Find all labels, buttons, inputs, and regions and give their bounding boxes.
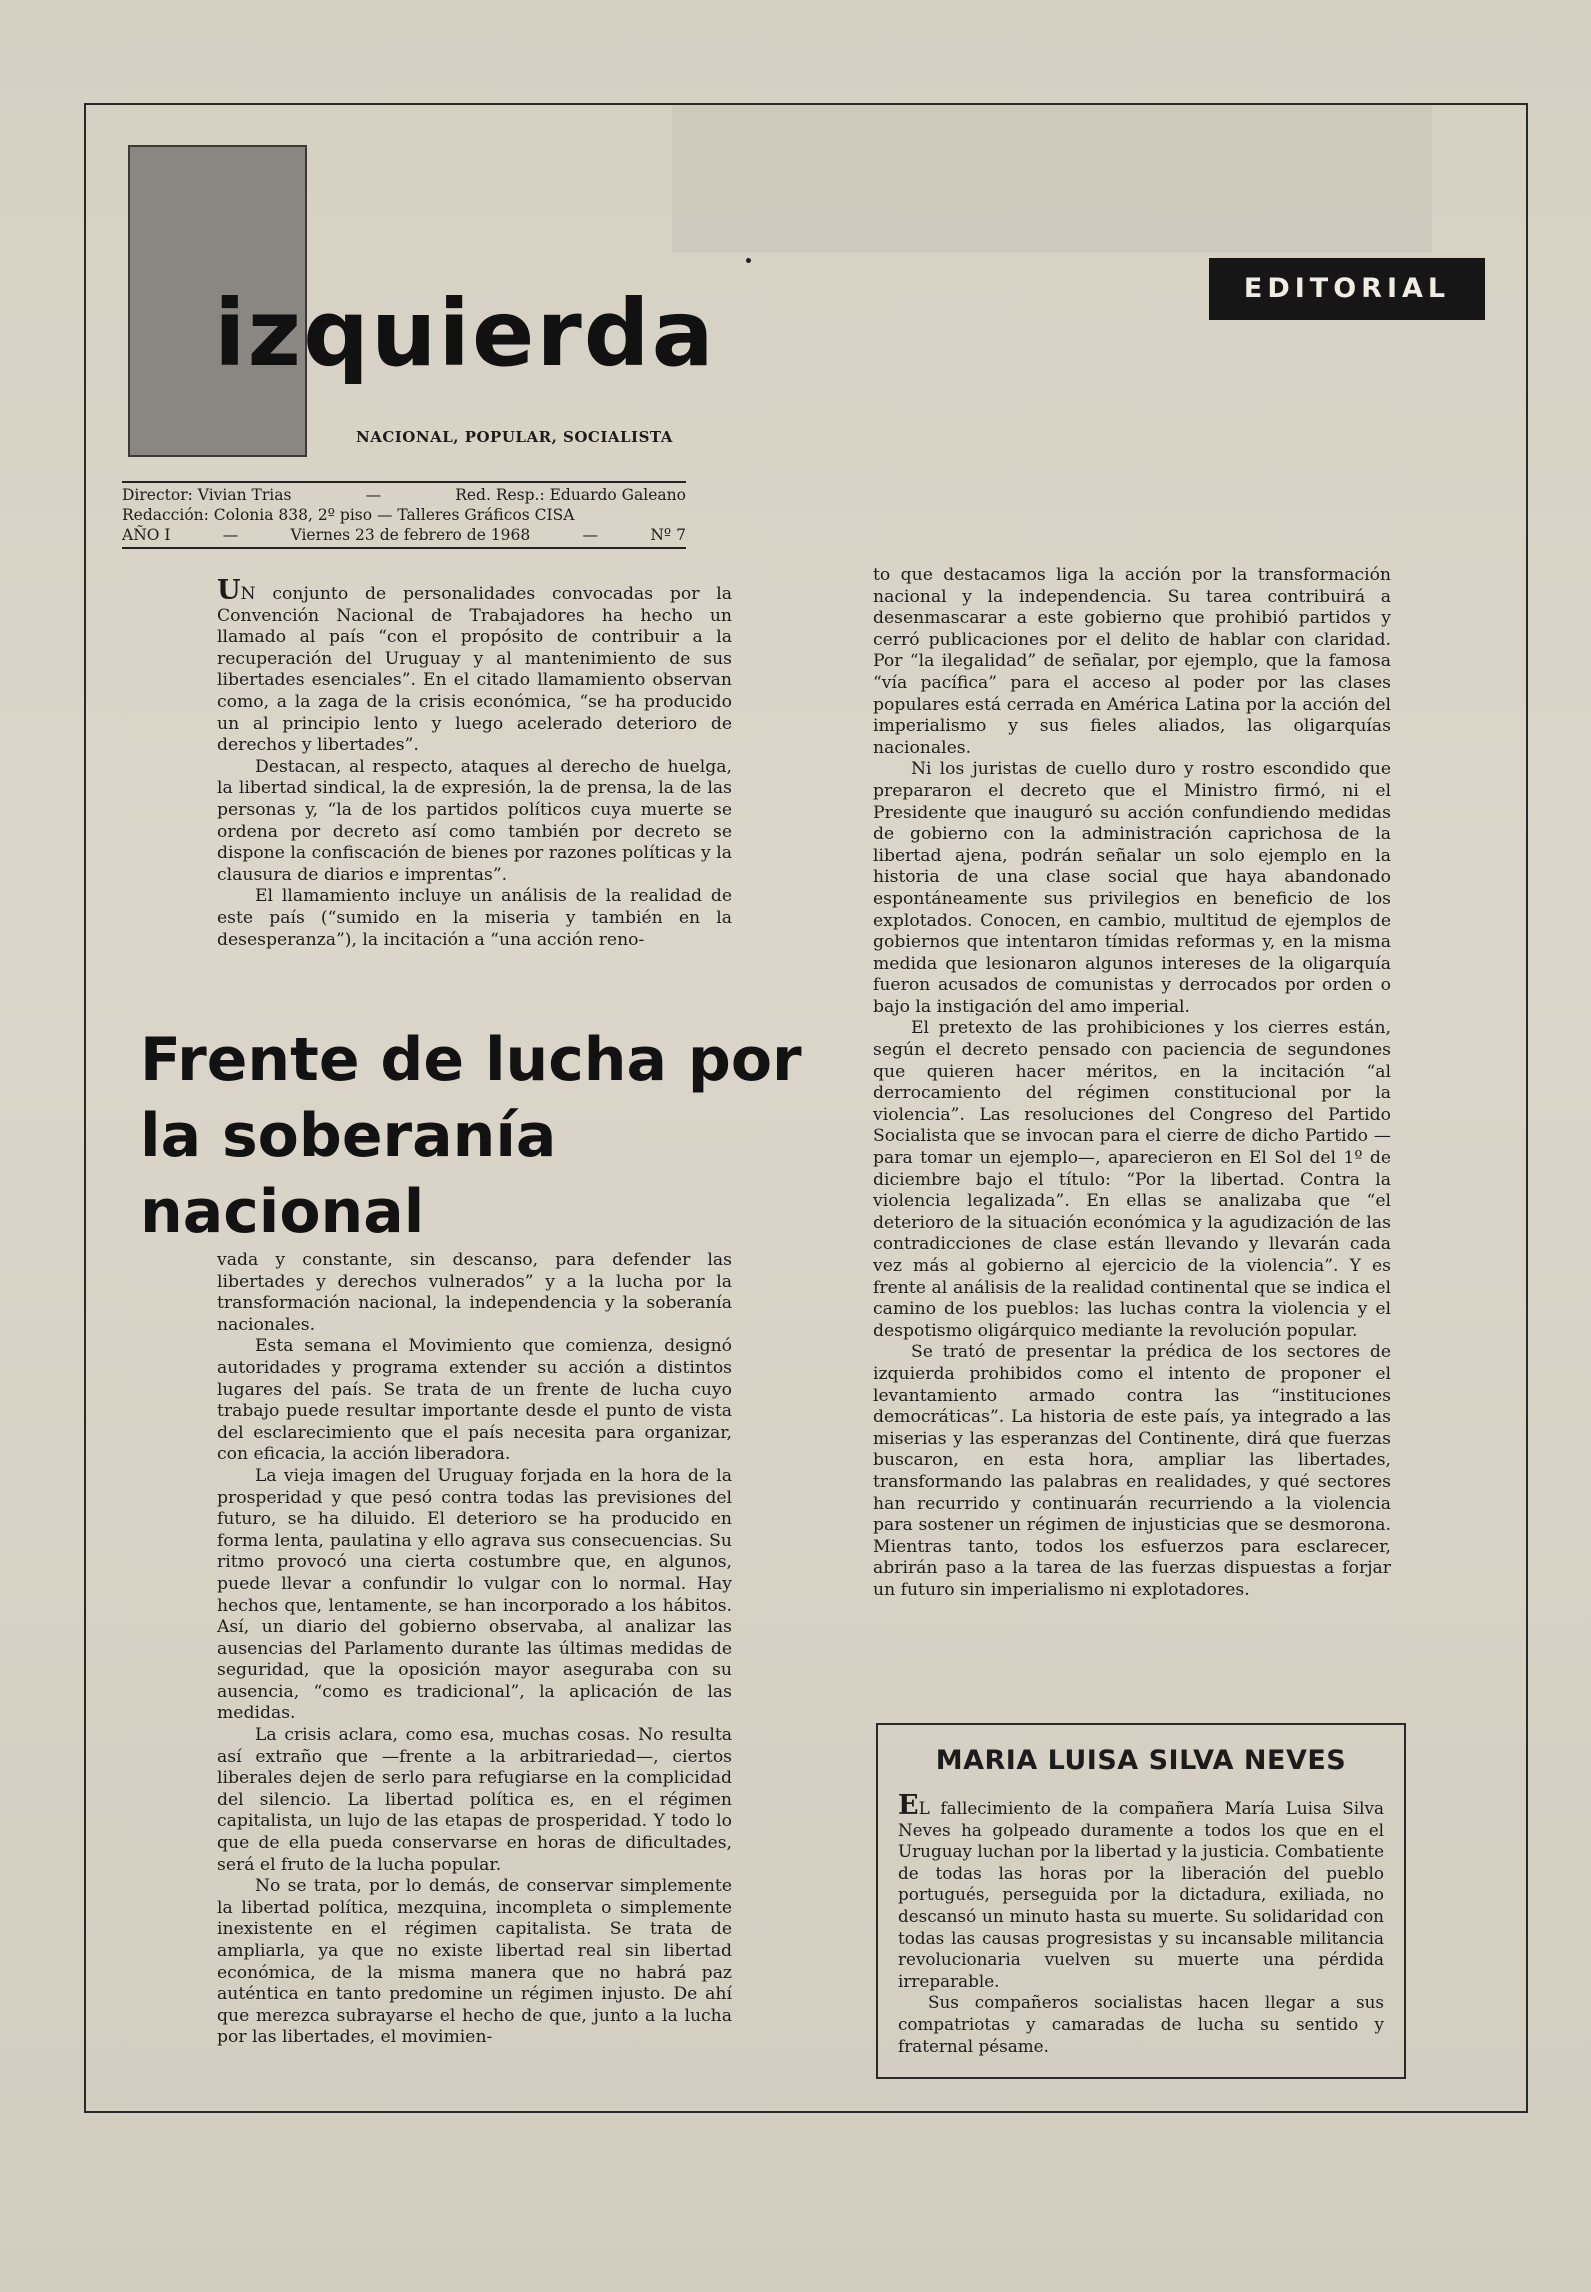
masthead-info-line-1 bbox=[122, 486, 686, 505]
article-paragraph: La crisis aclara, como esa, muchas cosas. No resulta así extraño que —frente a la arbitrariedad—, ciertos liberales dejen de serlo para refugiarse en la complicidad del silencio. La libertad política es, en el régimen capitalista, un lujo de las etapas de prosperidad. Y todo lo que de ella pueda conservarse en horas de dificultades, será el fruto de la lucha popular. bbox=[217, 1725, 732, 1875]
obituary-box bbox=[876, 1723, 1406, 2079]
masthead-rule-top bbox=[122, 481, 686, 483]
masthead-rule-bottom bbox=[122, 547, 686, 549]
article-paragraph: UN conjunto de personalidades convocadas por la Convención Nacional de Trabajadores ha hecho un llamado al país “con el propósito de contribuir a la recuperación del Uruguay y al mantenimiento de sus libertades esenciales”. En el citado llamamiento observan como, a la zaga de la crisis económica, “se ha producido un al principio lento y luego acelerado deterioro de derechos y libertades”. bbox=[217, 575, 732, 756]
masthead-subtitle: NACIONAL, POPULAR, SOCIALISTA bbox=[356, 428, 673, 446]
drop-cap: E bbox=[898, 1790, 919, 1821]
info-separator: — bbox=[365, 486, 382, 504]
article-paragraph: to que destacamos liga la acción por la transformación nacional y la independencia. Su tarea contribuirá a desenmascarar a este gobierno que prohibió partidos y cerró publicaciones por el delito de hablar con claridad. Por “la ilegalidad” de señalar, por ejemplo, que la famosa “vía pacífica” para el acceso al poder por las clases populares está cerrada en América Latina por la acción del imperialismo y sus fieles aliados, las oligarquías nacionales. bbox=[873, 565, 1391, 758]
article-paragraph: Se trató de presentar la prédica de los sectores de izquierda prohibidos como el intento de proponer el levantamiento armado contra las “instituciones democráticas”. La historia de este país, ya integrado a las miserias y las esperanzas del Continente, dirá que fuerzas buscaron, en esta hora, ampliar las libertades, transformando las palabras en realidades, y qué sectores han recurrido y continuarán recurriendo a la violencia para sostener un régimen de injusticias que se desmorona. Mientras tanto, todos los esfuerzos para esclarecer, abrirán paso a la tarea de las fuerzas dispuestas a forjar un futuro sin imperialismo ni explotadores. bbox=[873, 1342, 1391, 1600]
editor-credit: Red. Resp.: Eduardo Galeano bbox=[455, 486, 686, 504]
issue-date: Viernes 23 de febrero de 1968 bbox=[290, 526, 531, 544]
info-separator: — bbox=[582, 526, 599, 544]
obituary-title: MARIA LUISA SILVA NEVES bbox=[935, 1745, 1347, 1776]
article-paragraph: El pretexto de las prohibiciones y los cierres están, según el decreto pensado con paciencia de segundones que quieren hacer méritos, en la incitación “al derrocamiento del régimen constitucional por la violencia”. Las resoluciones del Congreso del Partido Socialista que se invocan para el cierre de dicho Partido —para tomar un ejemplo—, aparecieron en El Sol del 1º de diciembre bajo el título: “Por la libertad. Contra la violencia legalizada”. En ellas se analizaba que “el deterioro de la situación económica y la agudización de las contradicciones de clase están llevando y llevarán cada vez más al gobierno al ejercicio de la violencia”. Y es frente al análisis de la realidad continental que se indica el camino de los pueblos: las luchas contra la violencia y el despotismo oligárquico mediante la revolución popular. bbox=[873, 1018, 1391, 1341]
article-paragraph: La vieja imagen del Uruguay forjada en la hora de la prosperidad y que pesó contra todas las previsiones del futuro, se ha diluido. El deterioro se ha producido en forma lenta, paulatina y ello agrava sus consecuencias. Su ritmo provocó una cierta costumbre que, en algunos, puede llevar a confundir lo vulgar con lo normal. Hay hechos que, lentamente, se han incorporado a los hábitos. Así, un diario del gobierno observaba, al analizar las ausencias del Parlamento durante las últimas medidas de seguridad, que la oposición mayor aseguraba con su ausencia, “como es tradicional”, la aplicación de las medidas. bbox=[217, 1465, 732, 1724]
article-paragraph: Destacan, al respecto, ataques al derecho de huelga, la libertad sindical, la de expresión, la de prensa, la de las personas y, “la de los partidos políticos cuya muerte se ordena por decreto así como también por decreto se dispone la confiscación de bienes por razones políticas y la clausura de diarios e imprentas”. bbox=[217, 756, 732, 885]
masthead-info-line-2: Redacción: Colonia 838, 2º piso — Talleres Gráficos CISA bbox=[122, 506, 575, 524]
article-paragraph: vada y constante, sin descanso, para defender las libertades y derechos vulnerados” y a la lucha por la transformación nacional, la independencia y la soberanía nacionales. bbox=[217, 1250, 732, 1335]
article-column-left-bottom bbox=[217, 1250, 732, 2049]
info-separator: — bbox=[222, 526, 239, 544]
masthead-title: izquierda bbox=[214, 280, 716, 387]
ink-speck bbox=[746, 258, 751, 263]
masthead-info-line-3 bbox=[122, 526, 686, 545]
article-paragraph: Esta semana el Movimiento que comienza, designó autoridades y programa extender su acción a distintos lugares del país. Se trata de un frente de lucha cuyo trabajo puede resultar importante desde el punto de vista del esclarecimiento que el país necesita para organizar, con eficacia, la acción liberadora. bbox=[217, 1336, 732, 1465]
article-paragraph: Ni los juristas de cuello duro y rostro escondido que prepararon el decreto que el Ministro firmó, ni el Presidente que inauguró su acción confundiendo medidas de gobierno con la administración caprichosa de la libertad ajena, podrán señalar un solo ejemplo en la historia de una clase social que haya abandonado espontáneamente sus privilegios en beneficio de los explotados. Conocen, en cambio, multitud de ejemplos de gobiernos que intentaron tímidas reformas y, en la misma medida que lesionaron algunos intereses de la oligarquía fueron acusados de comunistas y derrocados por orden o bajo la instigación del amo imperial. bbox=[873, 759, 1391, 1017]
director-credit: Director: Vivian Trias bbox=[122, 486, 292, 504]
article-column-left-top bbox=[217, 575, 732, 951]
issue-year: AÑO I bbox=[122, 526, 171, 544]
obituary-paragraph: EL fallecimiento de la compañera María Luisa Silva Neves ha golpeado duramente a todos los que en el Uruguay luchan por la libertad y la justicia. Combatiente de todas las horas por la liberación del pueblo portugués, perseguida por la dictadura, exiliada, no descansó un minuto hasta su muerte. Su solidaridad con todas las causas progresistas y su incansable militancia revolucionaria vuelven su muerte una pérdida irreparable. bbox=[898, 1790, 1384, 1991]
editorial-label: EDITORIAL bbox=[1209, 258, 1485, 320]
article-paragraph: No se trata, por lo demás, de conservar simplemente la libertad política, mezquina, incompleta o simplemente inexistente en el régimen capitalista. Se trata de ampliarla, ya que no existe libertad real sin libertad económica, de la misma manera que no habrá paz auténtica en tanto predomine un régimen injusto. De ahí que merezca subrayarse el hecho de que, junto a la lucha por las libertades, el movimien- bbox=[217, 1876, 732, 2048]
obituary-text bbox=[898, 1790, 1384, 2057]
drop-cap: U bbox=[217, 575, 241, 606]
obituary-paragraph: Sus compañeros socialistas hacen llegar a sus compatriotas y camaradas de lucha su sentido y fraternal pésame. bbox=[898, 1992, 1384, 2056]
headline: Frente de lucha por la soberanía nacional bbox=[140, 1025, 802, 1247]
issue-number: Nº 7 bbox=[650, 526, 686, 544]
article-paragraph: El llamamiento incluye un análisis de la realidad de este país (“sumido en la miseria y también en la desesperanza”), la incitación a “una acción reno- bbox=[217, 886, 732, 950]
article-column-right bbox=[873, 565, 1391, 1602]
